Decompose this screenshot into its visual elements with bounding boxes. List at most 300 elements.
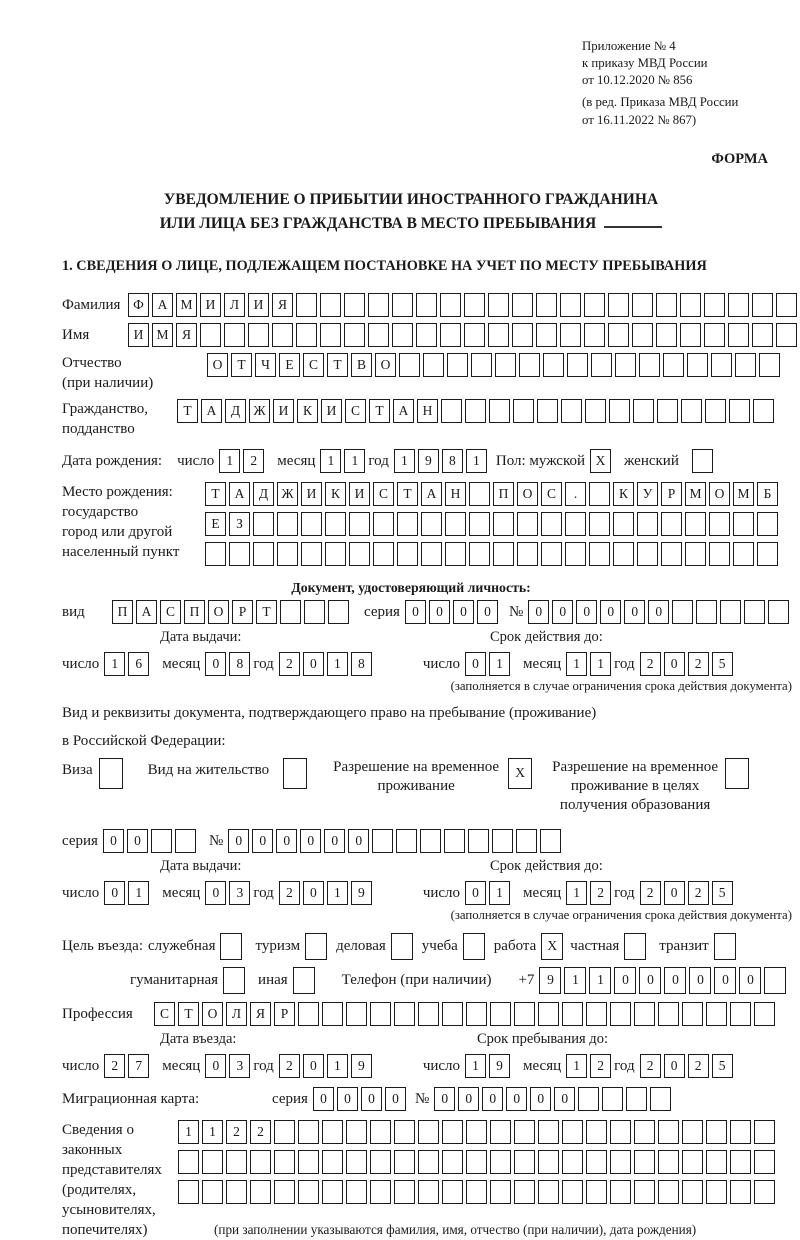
char-cell[interactable]: [562, 1002, 583, 1026]
char-cell[interactable]: 1: [320, 449, 341, 473]
char-cell[interactable]: [394, 1120, 415, 1144]
char-cell[interactable]: [442, 1150, 463, 1174]
char-cell[interactable]: [490, 1002, 511, 1026]
char-cell[interactable]: 2: [250, 1120, 271, 1144]
char-cell[interactable]: [538, 1002, 559, 1026]
char-cell[interactable]: Я: [250, 1002, 271, 1026]
char-cell[interactable]: [328, 600, 349, 624]
char-cell[interactable]: [764, 967, 786, 994]
char-cell[interactable]: [346, 1150, 367, 1174]
char-cell[interactable]: [250, 1180, 271, 1204]
char-cell[interactable]: 1: [466, 449, 487, 473]
char-cell[interactable]: [445, 512, 466, 536]
char-cell[interactable]: [416, 293, 437, 317]
char-cell[interactable]: [584, 323, 605, 347]
char-cell[interactable]: Д: [253, 482, 274, 506]
char-cell[interactable]: П: [493, 482, 514, 506]
char-cell[interactable]: [608, 323, 629, 347]
char-cell[interactable]: 1: [566, 652, 587, 676]
char-cell[interactable]: 2: [688, 1054, 709, 1078]
char-cell[interactable]: 0: [228, 829, 249, 853]
char-cell[interactable]: Б: [757, 482, 778, 506]
char-cell[interactable]: [757, 512, 778, 536]
char-cell[interactable]: 0: [103, 829, 124, 853]
char-cell[interactable]: [253, 542, 274, 566]
char-cell[interactable]: [632, 323, 653, 347]
char-cell[interactable]: [634, 1150, 655, 1174]
char-cell[interactable]: [322, 1120, 343, 1144]
char-cell[interactable]: 0: [361, 1087, 382, 1111]
char-cell[interactable]: [469, 512, 490, 536]
char-cell[interactable]: С: [541, 482, 562, 506]
char-cell[interactable]: [562, 1150, 583, 1174]
char-cell[interactable]: [440, 293, 461, 317]
char-cell[interactable]: [536, 293, 557, 317]
char-cell[interactable]: 2: [640, 1054, 661, 1078]
char-cell[interactable]: [372, 829, 393, 853]
char-cell[interactable]: [634, 1180, 655, 1204]
char-cell[interactable]: 0: [624, 600, 645, 624]
char-cell[interactable]: [680, 323, 701, 347]
char-cell[interactable]: О: [709, 482, 730, 506]
char-cell[interactable]: [392, 323, 413, 347]
char-cell[interactable]: [421, 512, 442, 536]
char-cell[interactable]: [370, 1180, 391, 1204]
char-cell[interactable]: [296, 293, 317, 317]
char-cell[interactable]: 0: [689, 967, 711, 994]
char-cell[interactable]: 0: [576, 600, 597, 624]
char-cell[interactable]: [399, 353, 420, 377]
char-cell[interactable]: [392, 293, 413, 317]
char-cell[interactable]: [394, 1150, 415, 1174]
char-cell[interactable]: А: [421, 482, 442, 506]
char-cell[interactable]: [349, 542, 370, 566]
char-cell[interactable]: [368, 323, 389, 347]
char-cell[interactable]: 1: [394, 449, 415, 473]
char-cell[interactable]: [536, 323, 557, 347]
char-cell[interactable]: [632, 293, 653, 317]
char-cell[interactable]: Т: [369, 399, 390, 423]
char-cell[interactable]: 0: [429, 600, 450, 624]
char-cell[interactable]: 0: [554, 1087, 575, 1111]
char-cell[interactable]: [720, 600, 741, 624]
char-cell[interactable]: Н: [445, 482, 466, 506]
char-cell[interactable]: 0: [385, 1087, 406, 1111]
char-cell[interactable]: [301, 542, 322, 566]
char-cell[interactable]: 1: [589, 967, 611, 994]
char-cell[interactable]: [754, 1120, 775, 1144]
char-cell[interactable]: Т: [178, 1002, 199, 1026]
char-cell[interactable]: Т: [205, 482, 226, 506]
char-cell[interactable]: [692, 449, 713, 473]
char-cell[interactable]: К: [613, 482, 634, 506]
char-cell[interactable]: С: [154, 1002, 175, 1026]
char-cell[interactable]: [706, 1120, 727, 1144]
char-cell[interactable]: 2: [688, 881, 709, 905]
char-cell[interactable]: [274, 1150, 295, 1174]
char-cell[interactable]: [396, 829, 417, 853]
char-cell[interactable]: 0: [465, 652, 486, 676]
char-cell[interactable]: [585, 399, 606, 423]
char-cell[interactable]: [561, 399, 582, 423]
char-cell[interactable]: О: [202, 1002, 223, 1026]
char-cell[interactable]: [466, 1120, 487, 1144]
char-cell[interactable]: О: [208, 600, 229, 624]
char-cell[interactable]: А: [152, 293, 173, 317]
char-cell[interactable]: П: [112, 600, 133, 624]
char-cell[interactable]: И: [321, 399, 342, 423]
char-cell[interactable]: [733, 542, 754, 566]
char-cell[interactable]: 8: [229, 652, 250, 676]
char-cell[interactable]: [586, 1002, 607, 1026]
char-cell[interactable]: М: [733, 482, 754, 506]
char-cell[interactable]: [277, 542, 298, 566]
char-cell[interactable]: В: [351, 353, 372, 377]
char-cell[interactable]: 0: [552, 600, 573, 624]
char-cell[interactable]: [687, 353, 708, 377]
char-cell[interactable]: 0: [348, 829, 369, 853]
char-cell[interactable]: [681, 399, 702, 423]
char-cell[interactable]: 0: [405, 600, 426, 624]
char-cell[interactable]: 5: [712, 652, 733, 676]
char-cell[interactable]: [418, 1180, 439, 1204]
char-cell[interactable]: 0: [205, 652, 226, 676]
char-cell[interactable]: [682, 1120, 703, 1144]
char-cell[interactable]: 0: [530, 1087, 551, 1111]
char-cell[interactable]: 0: [639, 967, 661, 994]
char-cell[interactable]: [562, 1180, 583, 1204]
char-cell[interactable]: [322, 1150, 343, 1174]
char-cell[interactable]: [704, 293, 725, 317]
char-cell[interactable]: 1: [327, 881, 348, 905]
char-cell[interactable]: [656, 293, 677, 317]
char-cell[interactable]: С: [303, 353, 324, 377]
char-cell[interactable]: М: [176, 293, 197, 317]
char-cell[interactable]: [346, 1120, 367, 1144]
char-cell[interactable]: [346, 1180, 367, 1204]
char-cell[interactable]: П: [184, 600, 205, 624]
char-cell[interactable]: [744, 600, 765, 624]
char-cell[interactable]: [685, 542, 706, 566]
char-cell[interactable]: [517, 542, 538, 566]
char-cell[interactable]: 0: [324, 829, 345, 853]
char-cell[interactable]: 0: [205, 1054, 226, 1078]
char-cell[interactable]: [489, 399, 510, 423]
char-cell[interactable]: 0: [714, 967, 736, 994]
char-cell[interactable]: [538, 1180, 559, 1204]
char-cell[interactable]: [488, 323, 509, 347]
char-cell[interactable]: И: [128, 323, 149, 347]
char-cell[interactable]: [626, 1087, 647, 1111]
char-cell[interactable]: [296, 323, 317, 347]
char-cell[interactable]: [733, 512, 754, 536]
char-cell[interactable]: [609, 399, 630, 423]
char-cell[interactable]: 0: [506, 1087, 527, 1111]
char-cell[interactable]: [584, 293, 605, 317]
char-cell[interactable]: 2: [279, 1054, 300, 1078]
char-cell[interactable]: [682, 1002, 703, 1026]
char-cell[interactable]: [418, 1002, 439, 1026]
char-cell[interactable]: Л: [226, 1002, 247, 1026]
char-cell[interactable]: [519, 353, 540, 377]
char-cell[interactable]: 1: [566, 881, 587, 905]
char-cell[interactable]: 3: [229, 881, 250, 905]
char-cell[interactable]: Р: [661, 482, 682, 506]
char-cell[interactable]: [322, 1002, 343, 1026]
char-cell[interactable]: [490, 1150, 511, 1174]
char-cell[interactable]: 0: [477, 600, 498, 624]
char-cell[interactable]: [685, 512, 706, 536]
char-cell[interactable]: [656, 323, 677, 347]
char-cell[interactable]: [639, 353, 660, 377]
char-cell[interactable]: [298, 1120, 319, 1144]
char-cell[interactable]: [99, 758, 123, 789]
char-cell[interactable]: 1: [178, 1120, 199, 1144]
char-cell[interactable]: [658, 1150, 679, 1174]
char-cell[interactable]: [728, 293, 749, 317]
char-cell[interactable]: [610, 1150, 631, 1174]
char-cell[interactable]: С: [373, 482, 394, 506]
char-cell[interactable]: [768, 600, 789, 624]
char-cell[interactable]: О: [375, 353, 396, 377]
char-cell[interactable]: [709, 512, 730, 536]
char-cell[interactable]: [754, 1002, 775, 1026]
char-cell[interactable]: [541, 542, 562, 566]
char-cell[interactable]: [560, 293, 581, 317]
char-cell[interactable]: 7: [128, 1054, 149, 1078]
char-cell[interactable]: [514, 1002, 535, 1026]
char-cell[interactable]: 0: [313, 1087, 334, 1111]
char-cell[interactable]: [488, 293, 509, 317]
char-cell[interactable]: [514, 1150, 535, 1174]
char-cell[interactable]: [495, 353, 516, 377]
char-cell[interactable]: [346, 1002, 367, 1026]
char-cell[interactable]: 6: [128, 652, 149, 676]
char-cell[interactable]: [490, 1120, 511, 1144]
char-cell[interactable]: [752, 293, 773, 317]
char-cell[interactable]: 0: [664, 881, 685, 905]
char-cell[interactable]: [730, 1150, 751, 1174]
char-cell[interactable]: 2: [590, 1054, 611, 1078]
char-cell[interactable]: 2: [590, 881, 611, 905]
char-cell[interactable]: [224, 323, 245, 347]
char-cell[interactable]: [274, 1120, 295, 1144]
char-cell[interactable]: Т: [256, 600, 277, 624]
char-cell[interactable]: [304, 600, 325, 624]
char-cell[interactable]: 1: [344, 449, 365, 473]
char-cell[interactable]: 2: [243, 449, 264, 473]
char-cell[interactable]: [672, 600, 693, 624]
char-cell[interactable]: [370, 1150, 391, 1174]
char-cell[interactable]: И: [349, 482, 370, 506]
char-cell[interactable]: [463, 933, 485, 960]
char-cell[interactable]: 0: [127, 829, 148, 853]
char-cell[interactable]: Е: [205, 512, 226, 536]
char-cell[interactable]: [394, 1002, 415, 1026]
char-cell[interactable]: [538, 1150, 559, 1174]
char-cell[interactable]: 0: [482, 1087, 503, 1111]
char-cell[interactable]: [442, 1120, 463, 1144]
char-cell[interactable]: И: [248, 293, 269, 317]
char-cell[interactable]: [537, 399, 558, 423]
char-cell[interactable]: Я: [272, 293, 293, 317]
char-cell[interactable]: 2: [104, 1054, 125, 1078]
char-cell[interactable]: [661, 512, 682, 536]
char-cell[interactable]: 0: [303, 881, 324, 905]
char-cell[interactable]: [514, 1120, 535, 1144]
char-cell[interactable]: Т: [397, 482, 418, 506]
char-cell[interactable]: [283, 758, 307, 789]
char-cell[interactable]: [373, 512, 394, 536]
char-cell[interactable]: [464, 323, 485, 347]
char-cell[interactable]: 0: [600, 600, 621, 624]
char-cell[interactable]: 1: [202, 1120, 223, 1144]
char-cell[interactable]: [202, 1150, 223, 1174]
char-cell[interactable]: [468, 829, 489, 853]
char-cell[interactable]: [445, 542, 466, 566]
char-cell[interactable]: 9: [489, 1054, 510, 1078]
char-cell[interactable]: 1: [327, 652, 348, 676]
char-cell[interactable]: [253, 512, 274, 536]
char-cell[interactable]: [565, 512, 586, 536]
char-cell[interactable]: [586, 1120, 607, 1144]
char-cell[interactable]: 0: [303, 1054, 324, 1078]
char-cell[interactable]: 1: [489, 652, 510, 676]
char-cell[interactable]: 0: [648, 600, 669, 624]
char-cell[interactable]: [658, 1120, 679, 1144]
char-cell[interactable]: М: [685, 482, 706, 506]
char-cell[interactable]: [560, 323, 581, 347]
char-cell[interactable]: [711, 353, 732, 377]
char-cell[interactable]: [512, 323, 533, 347]
char-cell[interactable]: 0: [205, 881, 226, 905]
char-cell[interactable]: [608, 293, 629, 317]
char-cell[interactable]: 0: [614, 967, 636, 994]
char-cell[interactable]: [754, 1150, 775, 1174]
char-cell[interactable]: [650, 1087, 671, 1111]
char-cell[interactable]: 1: [564, 967, 586, 994]
char-cell[interactable]: [730, 1180, 751, 1204]
char-cell[interactable]: X: [590, 449, 611, 473]
char-cell[interactable]: [370, 1002, 391, 1026]
char-cell[interactable]: [344, 323, 365, 347]
char-cell[interactable]: [397, 542, 418, 566]
char-cell[interactable]: [205, 542, 226, 566]
char-cell[interactable]: 8: [442, 449, 463, 473]
char-cell[interactable]: [418, 1120, 439, 1144]
char-cell[interactable]: [274, 1180, 295, 1204]
char-cell[interactable]: [229, 542, 250, 566]
char-cell[interactable]: [730, 1120, 751, 1144]
char-cell[interactable]: [754, 1180, 775, 1204]
char-cell[interactable]: У: [637, 482, 658, 506]
char-cell[interactable]: [325, 512, 346, 536]
char-cell[interactable]: К: [325, 482, 346, 506]
char-cell[interactable]: [696, 600, 717, 624]
char-cell[interactable]: 2: [688, 652, 709, 676]
char-cell[interactable]: [682, 1150, 703, 1174]
char-cell[interactable]: [420, 829, 441, 853]
char-cell[interactable]: [226, 1150, 247, 1174]
char-cell[interactable]: [589, 482, 610, 506]
char-cell[interactable]: 5: [712, 881, 733, 905]
char-cell[interactable]: Р: [274, 1002, 295, 1026]
char-cell[interactable]: [578, 1087, 599, 1111]
char-cell[interactable]: 1: [128, 881, 149, 905]
char-cell[interactable]: [729, 399, 750, 423]
char-cell[interactable]: [178, 1150, 199, 1174]
char-cell[interactable]: [753, 399, 774, 423]
char-cell[interactable]: 1: [489, 881, 510, 905]
char-cell[interactable]: [200, 323, 221, 347]
char-cell[interactable]: И: [200, 293, 221, 317]
char-cell[interactable]: [613, 542, 634, 566]
char-cell[interactable]: О: [517, 482, 538, 506]
char-cell[interactable]: 0: [276, 829, 297, 853]
char-cell[interactable]: X: [541, 933, 563, 960]
char-cell[interactable]: [680, 293, 701, 317]
char-cell[interactable]: [175, 829, 196, 853]
char-cell[interactable]: [394, 1180, 415, 1204]
char-cell[interactable]: [567, 353, 588, 377]
char-cell[interactable]: [637, 542, 658, 566]
char-cell[interactable]: [344, 293, 365, 317]
char-cell[interactable]: 1: [566, 1054, 587, 1078]
char-cell[interactable]: Р: [232, 600, 253, 624]
char-cell[interactable]: [368, 293, 389, 317]
char-cell[interactable]: [759, 353, 780, 377]
char-cell[interactable]: [301, 512, 322, 536]
char-cell[interactable]: [706, 1002, 727, 1026]
char-cell[interactable]: [514, 1180, 535, 1204]
char-cell[interactable]: [682, 1180, 703, 1204]
char-cell[interactable]: Д: [225, 399, 246, 423]
char-cell[interactable]: [226, 1180, 247, 1204]
char-cell[interactable]: О: [207, 353, 228, 377]
char-cell[interactable]: [298, 1150, 319, 1174]
char-cell[interactable]: [349, 512, 370, 536]
char-cell[interactable]: [513, 399, 534, 423]
char-cell[interactable]: [706, 1150, 727, 1174]
char-cell[interactable]: [541, 512, 562, 536]
char-cell[interactable]: [305, 933, 327, 960]
char-cell[interactable]: [322, 1180, 343, 1204]
char-cell[interactable]: [493, 512, 514, 536]
char-cell[interactable]: [714, 933, 736, 960]
char-cell[interactable]: [471, 353, 492, 377]
char-cell[interactable]: И: [273, 399, 294, 423]
char-cell[interactable]: Я: [176, 323, 197, 347]
char-cell[interactable]: [663, 353, 684, 377]
char-cell[interactable]: [658, 1002, 679, 1026]
char-cell[interactable]: 0: [664, 1054, 685, 1078]
char-cell[interactable]: Т: [177, 399, 198, 423]
char-cell[interactable]: [562, 1120, 583, 1144]
char-cell[interactable]: Н: [417, 399, 438, 423]
char-cell[interactable]: 0: [337, 1087, 358, 1111]
char-cell[interactable]: [705, 399, 726, 423]
char-cell[interactable]: [602, 1087, 623, 1111]
char-cell[interactable]: [586, 1180, 607, 1204]
char-cell[interactable]: [517, 512, 538, 536]
char-cell[interactable]: 8: [351, 652, 372, 676]
char-cell[interactable]: А: [201, 399, 222, 423]
char-cell[interactable]: [447, 353, 468, 377]
char-cell[interactable]: [538, 1120, 559, 1144]
char-cell[interactable]: Ж: [277, 482, 298, 506]
char-cell[interactable]: [465, 399, 486, 423]
char-cell[interactable]: [615, 353, 636, 377]
